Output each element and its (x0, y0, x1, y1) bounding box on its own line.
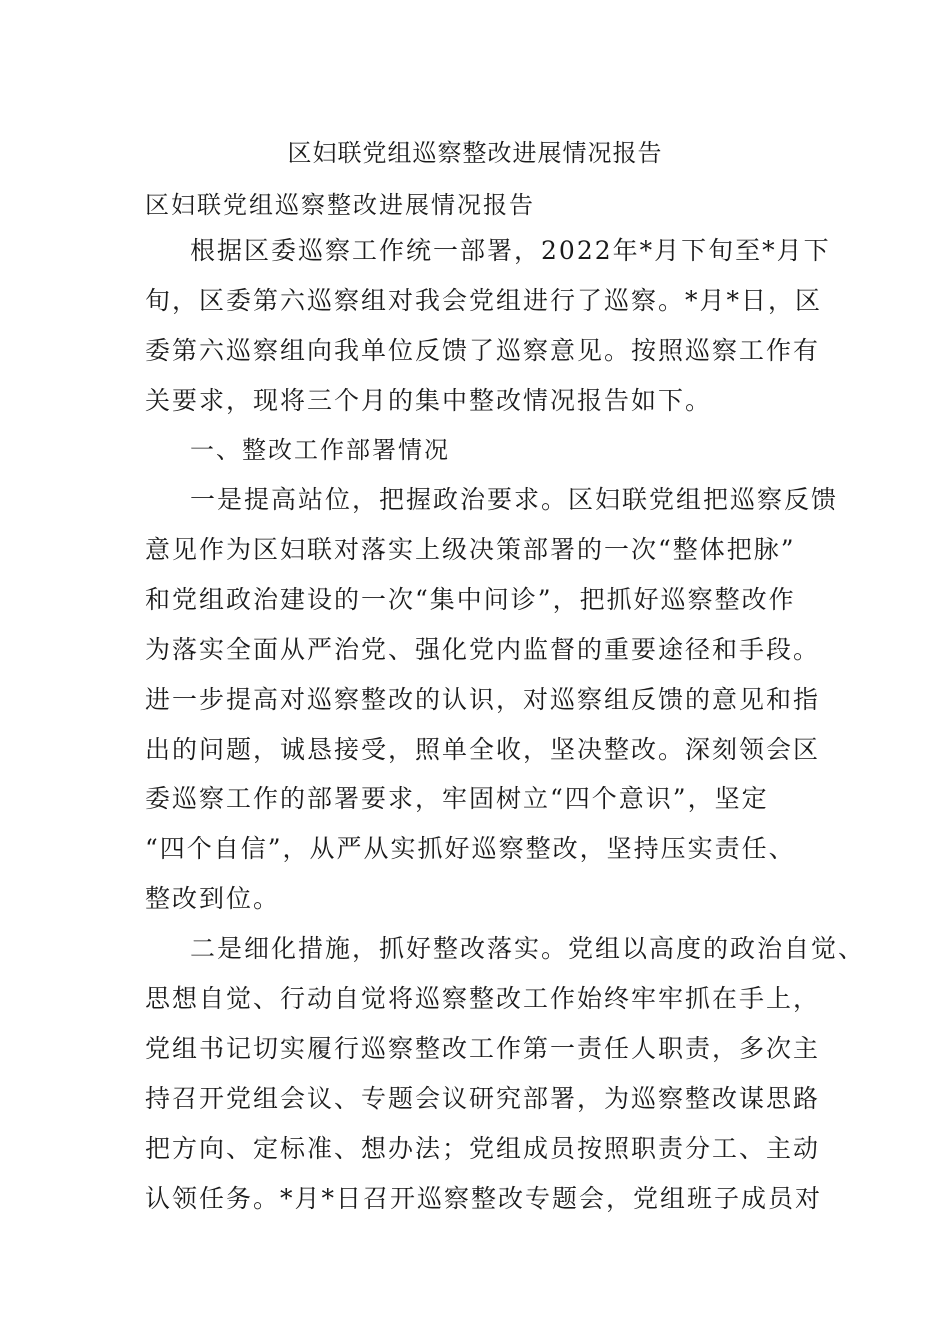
paragraph-line: 根据区委巡察工作统一部署，2022年*月下旬至*月下 (190, 236, 831, 265)
paragraph-line: 一是提高站位，把握政治要求。区妇联党组把巡察反馈 (190, 485, 839, 514)
paragraph-line: 旬，区委第六巡察组对我会党组进行了巡察。*月*日，区 (145, 286, 823, 315)
paragraph-line: 进一步提高对巡察整改的认识，对巡察组反馈的意见和指 (145, 685, 821, 714)
paragraph-line: “四个自信”，从严从实抓好巡察整改，坚持压实责任、 (145, 834, 796, 863)
paragraph-line: 委巡察工作的部署要求，牢固树立“四个意识”，坚定 (145, 784, 769, 813)
paragraph-line: 出的问题，诚恳接受，照单全收，坚决整改。深刻领会区 (145, 735, 821, 764)
paragraph-line: 意见作为区妇联对落实上级决策部署的一次“整体把脉” (145, 535, 796, 564)
paragraph-line: 委第六巡察组向我单位反馈了巡察意见。按照巡察工作有 (145, 336, 821, 365)
paragraph-line: 二是细化措施，抓好整改落实。党组以高度的政治自觉、 (190, 934, 866, 963)
paragraph-line: 整改到位。 (145, 884, 281, 913)
paragraph-line: 认领任务。*月*日召开巡察整改专题会，党组班子成员对 (145, 1184, 823, 1213)
document-title: 区妇联党组巡察整改进展情况报告 (287, 139, 663, 167)
paragraph-line: 和党组政治建设的一次“集中问诊”，把抓好巡察整改作 (145, 585, 796, 614)
paragraph-line: 把方向、定标准、想办法；党组成员按照职责分工、主动 (145, 1134, 821, 1163)
paragraph-line: 持召开党组会议、专题会议研究部署，为巡察整改谋思路 (145, 1084, 821, 1113)
section-heading: 一、整改工作部署情况 (190, 436, 450, 464)
paragraph-line: 为落实全面从严治党、强化党内监督的重要途径和手段。 (145, 635, 821, 664)
paragraph-line: 关要求，现将三个月的集中整改情况报告如下。 (145, 386, 713, 415)
paragraph-line: 党组书记切实履行巡察整改工作第一责任人职责，多次主 (145, 1034, 821, 1063)
report-heading: 区妇联党组巡察整改进展情况报告 (145, 191, 535, 219)
paragraph-line: 思想自觉、行动自觉将巡察整改工作始终牢牢抓在手上， (145, 984, 821, 1013)
